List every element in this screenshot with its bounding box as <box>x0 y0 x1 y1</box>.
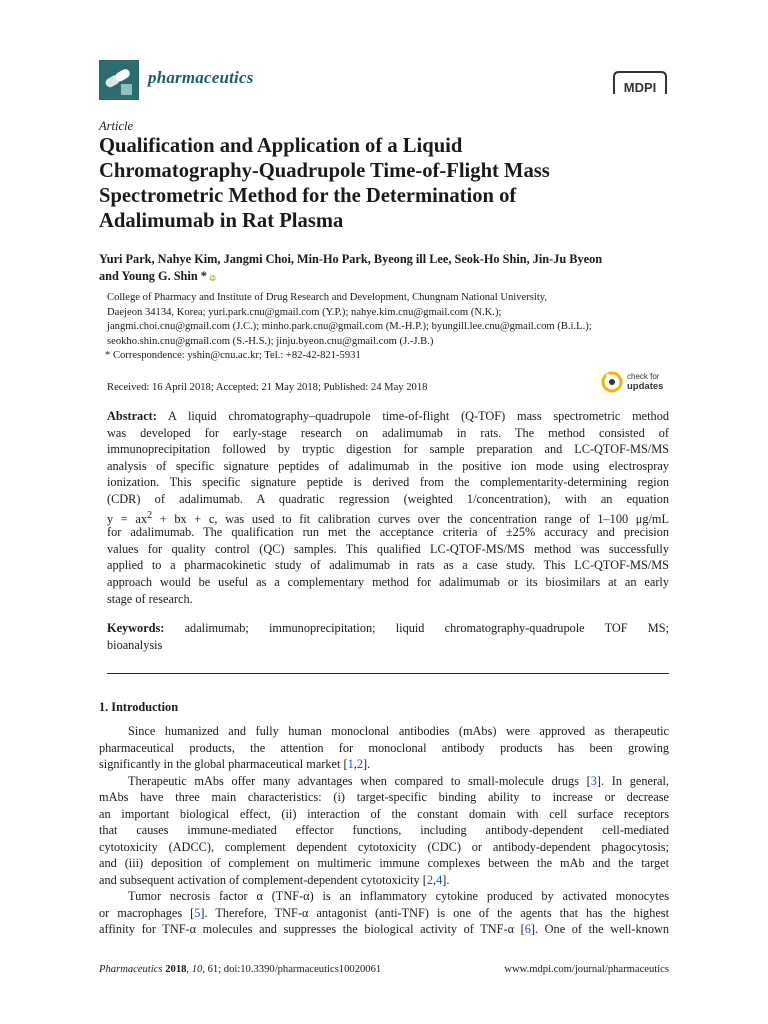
affiliations <box>107 291 677 349</box>
body-line: Since humanized and fully human monoclonal antibodies (mAbs) were approved as therapeutic <box>128 724 669 738</box>
body-line: mAbs have three main characteristics: (i) target-specific binding ability to increase or decrease <box>99 790 669 804</box>
title-line: Adalimumab in Rat Plasma <box>99 210 344 232</box>
body-line: and subsequent activation of complement-dependent cytotoxicity [ <box>99 872 427 887</box>
abstract-line: values for quality control (QC) samples. This qualified LC-QTOF-MS/MS method was successfully <box>107 541 669 556</box>
updates-icon <box>601 371 623 393</box>
affiliation-line: College of Pharmacy and Institute of Drug Research and Development, Chungnam National University, <box>107 292 548 303</box>
orcid-icon[interactable]: iD <box>208 274 216 281</box>
check-for-text: check for <box>627 372 660 381</box>
abstract-line: stage of research. <box>107 591 193 606</box>
abstract-line: applied to a pharmacokinetic study of adalimumab in rats as a case study. This LC-QTOF-MS/MS <box>107 558 669 573</box>
journal-url-link[interactable]: www.mdpi.com/journal/pharmaceutics <box>504 964 669 975</box>
body-line: and (iii) deposition of complement on multimeric immune complexes between the mAb and the target <box>99 856 669 870</box>
keywords-line: bioanalysis <box>107 637 163 652</box>
abstract-line: was developed for early-stage research on adalimumab in rats. The method consisted of <box>107 425 669 440</box>
abstract-line: for adalimumab. The qualification run met the acceptance criteria of ±25% accuracy and precision <box>107 525 669 540</box>
footer-volume: 10 <box>191 964 203 975</box>
body-line: ]. Therefore, TNF-α antagonist (anti-TNF) is one of the agents that has the highest <box>200 905 670 920</box>
affiliation-line: Daejeon 34134, Korea; yuri.park.cnu@gmail.com (Y.P.); nahye.kim.cnu@gmail.com (N.K.); <box>107 306 502 318</box>
pharmaceutics-logo-icon <box>99 60 139 100</box>
body-line: an important biological effect, (ii) interaction of the constant domain with cell surface receptors <box>99 806 669 821</box>
citation-info: Pharmaceutics 2018, 10, 61; doi:10.3390/pharmaceutics10020061 <box>99 964 382 975</box>
affiliation-line: jangmi.choi.cnu@gmail.com (J.C.); minho.park.cnu@gmail.com (M.-H.P.); byungill.lee.cnu@gmail.com (B.i.L.); <box>107 321 592 333</box>
journal-name[interactable]: pharmaceutics <box>148 68 254 87</box>
updates-text: updates <box>627 381 664 392</box>
body-line: Tumor necrosis factor α (TNF-α) is an inflammatory cytokine produced by activated monocytes <box>128 889 669 903</box>
abstract-line: analysis of specific signature peptides of adalimumab in the positive ion mode using electrospray <box>107 458 669 473</box>
body-line: ]. One of the well-known <box>530 922 669 936</box>
publication-dates: Received: 16 April 2018; Accepted: 21 May 2018; Published: 24 May 2018 <box>107 382 428 393</box>
footer-doi: , 61; doi:10.3390/pharmaceutics10020061 <box>202 964 382 975</box>
abstract-line: A liquid chromatography–quadrupole time-of-flight (Q-TOF) mass spectrometric method <box>167 409 669 423</box>
citation-link[interactable]: 6 <box>524 922 531 936</box>
body-line: ]. In general, <box>596 773 669 788</box>
keywords <box>107 620 669 653</box>
author-line: Yuri Park, Nahye Kim, Jangmi Choi, Min-Ho Park, Byeong ill Lee, Seok-Ho Shin, Jin-Ju Byeon <box>99 252 603 266</box>
introduction-body: Since humanized and fully human monoclonal antibodies (mAbs) were approved as therapeutic pharmaceutical products, the attention for monoclonal antibody products has been growing significantly in the global pharmaceutical market [1,2]. Therapeutic mAbs offer many advantages when compared to small-molecule drugs [3]. In general, mAbs have three main characteristics: (i) target-specific binding ability to increase or decrease an important biological effect, (ii) interaction of the constant domain with cell surface receptors that causes immune-mediated effector functions, including antibody-dependent cell-mediated cytotoxicity (ADCC), complement dependent cytotoxicity (CDC) or antibody-dependent phagocytosis; and (iii) deposition of complement on multimeric immune complexes between the mAb and the target and subsequent activation of complement-dependent cytotoxicity [2,4]. Tumor necrosis factor α (TNF-α) is an inflammatory cytokine produced by activated monocytes or macrophages [5]. Therefore, TNF-α antagonist (anti-TNF) is one of the agents that has the highest affinity for TNF-α molecules and suppresses the biological activity of TNF-α [6]. One of the well-known <box>99 724 670 936</box>
abstract-line: ionization. This specific signature peptide is derived from the complementarity-determining region <box>107 475 669 490</box>
title-line: Qualification and Application of a Liquid <box>99 135 463 157</box>
equation-start: y = ax <box>107 511 147 526</box>
title-line: Chromatography-Quadrupole Time-of-Flight Mass <box>99 160 550 182</box>
citation-link[interactable]: 5 <box>194 905 201 920</box>
title-line: Spectrometric Method for the Determination of <box>99 185 517 207</box>
abstract <box>107 408 669 607</box>
body-line: pharmaceutical products, the attention for monoclonal antibody products has been growing <box>99 740 669 755</box>
footer-journal: Pharmaceutics <box>99 964 163 975</box>
svg-text:MDPI: MDPI <box>623 80 657 95</box>
equation-rest: + bx + c, was used to fit calibration curves over the concentration range of 1–100 μg/mL <box>152 511 670 526</box>
paper-title <box>99 134 679 234</box>
citation-link[interactable]: 2 <box>426 872 433 887</box>
equation-superscript: 2 <box>147 509 153 521</box>
abstract-label: Abstract: <box>107 409 157 423</box>
citation-link[interactable]: 3 <box>590 773 597 788</box>
author-line: and Young G. Shin * <box>99 269 207 283</box>
section-heading-introduction: 1. Introduction <box>99 700 179 714</box>
article-type: Article <box>99 119 134 133</box>
affiliation-line: seokho.shin.cnu@gmail.com (S.-H.S.); jinju.byeon.cnu@gmail.com (J.-J.B.) <box>107 335 434 347</box>
mdpi-logo-icon[interactable] <box>611 68 669 98</box>
body-line: or macrophages [ <box>99 905 195 920</box>
body-line: significantly in the global pharmaceutical market [ <box>99 757 348 771</box>
keywords-line: adalimumab; immunoprecipitation; liquid chromatography-quadrupole TOF MS; <box>164 621 669 635</box>
check-for-updates-badge[interactable] <box>601 369 671 399</box>
citation-link[interactable]: 1 <box>347 757 354 771</box>
correspondence: * Correspondence: yshin@cnu.ac.kr; Tel.: +82-42-821-5931 <box>105 350 361 361</box>
keywords-label: Keywords: <box>107 621 165 635</box>
body-line: cytotoxicity (ADCC), complement dependent cytotoxicity (CDC) or antibody-dependent phagocytosis; <box>99 839 669 854</box>
abstract-line: immunoprecipitation followed by tryptic digestion for sample preparation and LC-QTOF-MS/MS <box>107 442 669 457</box>
body-line: that causes immune-mediated effector functions, including antibody-dependent cell-mediated <box>99 823 669 837</box>
author-list <box>99 251 674 285</box>
citation-link[interactable]: 4 <box>436 872 443 887</box>
abstract-line: approach would be useful as a complementary method for adalimumab or its biosimilars at an early <box>107 574 669 589</box>
footer-year: 2018 <box>165 964 187 975</box>
citation-link[interactable]: 2 <box>356 757 363 771</box>
abstract-line: (CDR) of adalimumab. A quadratic regression (weighted 1/concentration), with an equation <box>107 491 669 506</box>
section-divider <box>107 673 669 674</box>
body-line: Therapeutic mAbs offer many advantages when compared to small-molecule drugs [ <box>128 773 591 788</box>
body-line: affinity for TNF-α molecules and suppresses the biological activity of TNF-α [ <box>99 922 525 936</box>
